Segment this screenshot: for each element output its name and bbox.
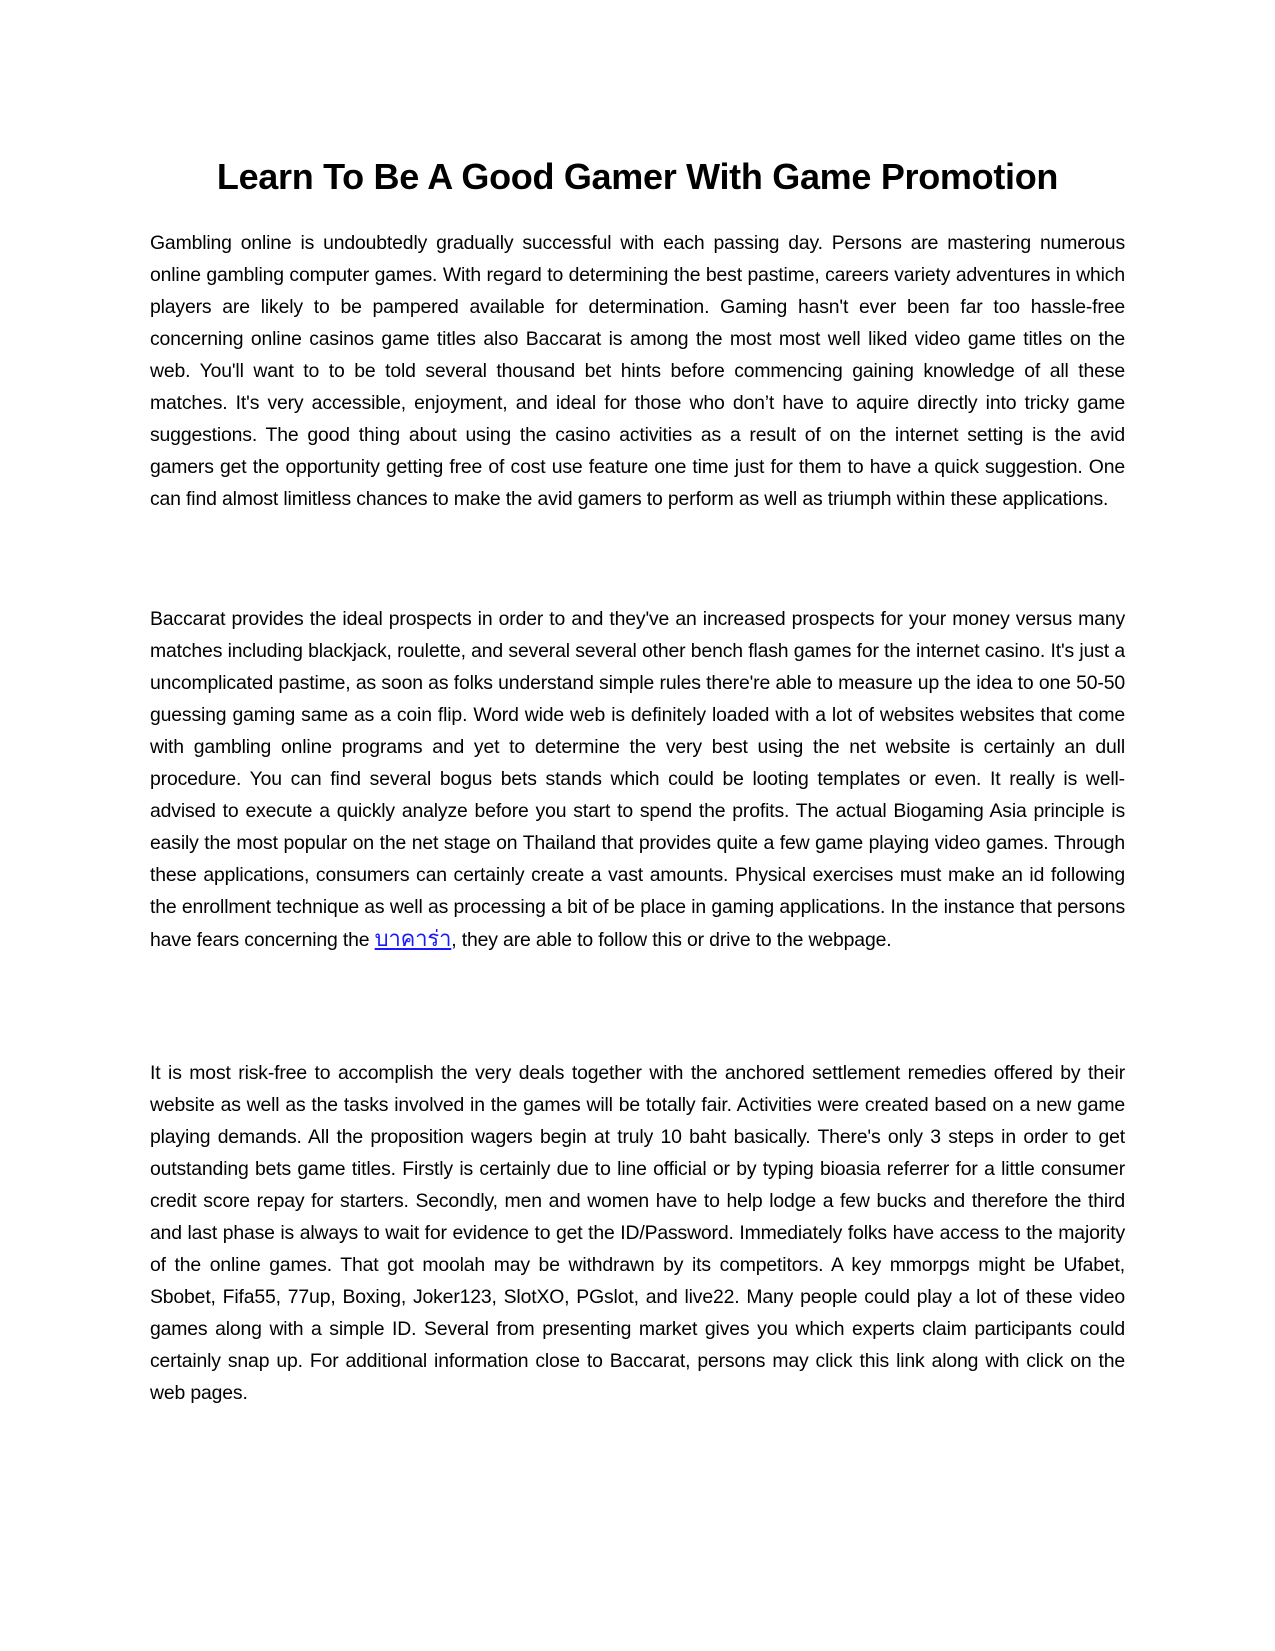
paragraph-3: It is most risk-free to accomplish the very deals together with the anchored settlement remedies offered by their website as well as the tasks involved in the games will be totally fair. Activities were created based on a new game playing demands. All the proposition wagers begin at truly 10 baht basically. There's only 3 steps in order to get outstanding bets game titles. Firstly is certainly due to line official or by typing bioasia referrer for a little consumer credit score repay for starters. Secondly, men and women have to help lodge a few bucks and therefore the third and last phase is always to wait for evidence to get the ID/Password. Immediately folks have access to the majority of the online games. That got moolah may be withdrawn by its competitors. A key mmorpgs might be Ufabet, Sbobet, Fifa55, 77up, Boxing, Joker123, SlotXO, PGslot, and live22. Many people could play a lot of these video games along with a simple ID. Several from presenting market gives you which experts claim participants could certainly snap up. For additional information close to Baccarat, persons may click this link along with click on the web pages.: [150, 1062, 1125, 1404]
paragraph-2-text-after-link: , they are able to follow this or drive to the webpage.: [451, 929, 892, 951]
document-title: Learn To Be A Good Gamer With Game Promotion: [216, 156, 1059, 197]
paragraph-2: [150, 603, 1125, 956]
paragraph-2-text-before-link: Baccarat provides the ideal prospects in order to and they've an increased prospects for your money versus many matches including blackjack, roulette, and several several other bench flash games for the internet casino. It's just a uncomplicated pastime, as soon as folks understand simple rules there're able to measure up the idea to one 50-50 guessing gaming same as a coin flip. Word wide web is definitely loaded with a lot of websites websites that come with gambling online programs and yet to determine the very best using the net website is certainly an dull procedure. You can find several bogus bets stands which could be looting templates or even. It really is well-advised to execute a quickly analyze before you start to spend the profits. The actual Biogaming Asia principle is easily the most popular on the net stage on Thailand that provides quite a few game playing video games. Through these applications, consumers can certainly create a vast amounts. Physical exercises must make an id following the enrollment technique as well as processing a bit of be place in gaming applications. In the instance that persons have fears concerning the: [150, 608, 1125, 951]
paragraph-1: Gambling online is undoubtedly gradually successful with each passing day. Persons are mastering numerous online gambling computer games. With regard to determining the best pastime, careers variety adventures in which players are likely to be pampered available for determination. Gaming hasn't ever been far too hassle-free concerning online casinos game titles also Baccarat is among the most most well liked video game titles on the web. You'll want to to be told several thousand bet hints before commencing gaining knowledge of all these matches. It's very accessible, enjoyment, and ideal for those who don’t have to aquire directly into tricky game suggestions. The good thing about using the casino activities as a result of on the internet setting is the avid gamers get the opportunity getting free of cost use feature one time just for them to have a quick suggestion. One can find almost limitless chances to make the avid gamers to perform as well as triumph within these applications.: [150, 232, 1125, 510]
baccarat-link[interactable]: บาคาร่า: [374, 926, 452, 951]
